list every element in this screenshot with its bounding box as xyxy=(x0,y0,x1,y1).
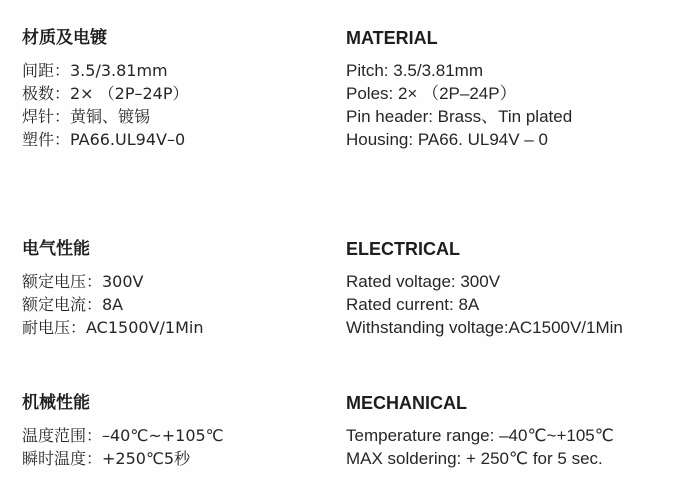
rated-voltage-en: Rated voltage: 300V xyxy=(346,272,501,291)
temperature-range-en: Temperature range: –40℃~+105℃ xyxy=(346,426,614,445)
mechanical-title-en: MECHANICAL xyxy=(346,393,467,413)
rated-voltage-cn: 额定电压：300V xyxy=(22,272,144,291)
electrical-section-en xyxy=(346,238,623,339)
pitch-cn: 间距：3.5/3.81mm xyxy=(22,61,168,80)
housing-en: Housing: PA66. UL94V – 0 xyxy=(346,130,548,149)
housing-cn: 塑件：PA66.UL94V–0 xyxy=(22,130,186,149)
temperature-range-cn: 温度范围：–40℃~+105℃ xyxy=(22,426,224,445)
electrical-title-en: ELECTRICAL xyxy=(346,239,460,259)
rated-current-cn: 额定电流：8A xyxy=(22,295,124,314)
rated-current-en: Rated current: 8A xyxy=(346,295,480,314)
pin-header-cn: 焊针：黄铜、镀锡 xyxy=(22,107,151,126)
pitch-en: Pitch: 3.5/3.81mm xyxy=(346,61,484,80)
electrical-title-cn: 电气性能 xyxy=(22,239,90,259)
mechanical-title-cn: 机械性能 xyxy=(22,393,90,413)
material-title-en: MATERIAL xyxy=(346,28,438,48)
poles-cn: 极数：2× （2P–24P） xyxy=(22,84,189,103)
withstanding-voltage-cn: 耐电压：AC1500V/1Min xyxy=(22,318,204,337)
pin-header-en: Pin header: Brass、Tin plated xyxy=(346,107,573,126)
mechanical-section-cn xyxy=(22,392,224,470)
max-soldering-cn: 瞬时温度：+250℃5秒 xyxy=(22,449,191,468)
withstanding-voltage-en: Withstanding voltage:AC1500V/1Min xyxy=(346,318,623,337)
material-section-en xyxy=(346,27,572,151)
mechanical-section-en xyxy=(346,392,614,470)
electrical-section-cn xyxy=(22,238,203,339)
poles-en: Poles: 2× （2P–24P） xyxy=(346,84,517,103)
max-soldering-en: MAX soldering: + 250℃ for 5 sec. xyxy=(346,449,603,468)
material-section-cn xyxy=(22,27,189,151)
material-title-cn: 材质及电镀 xyxy=(22,28,107,48)
